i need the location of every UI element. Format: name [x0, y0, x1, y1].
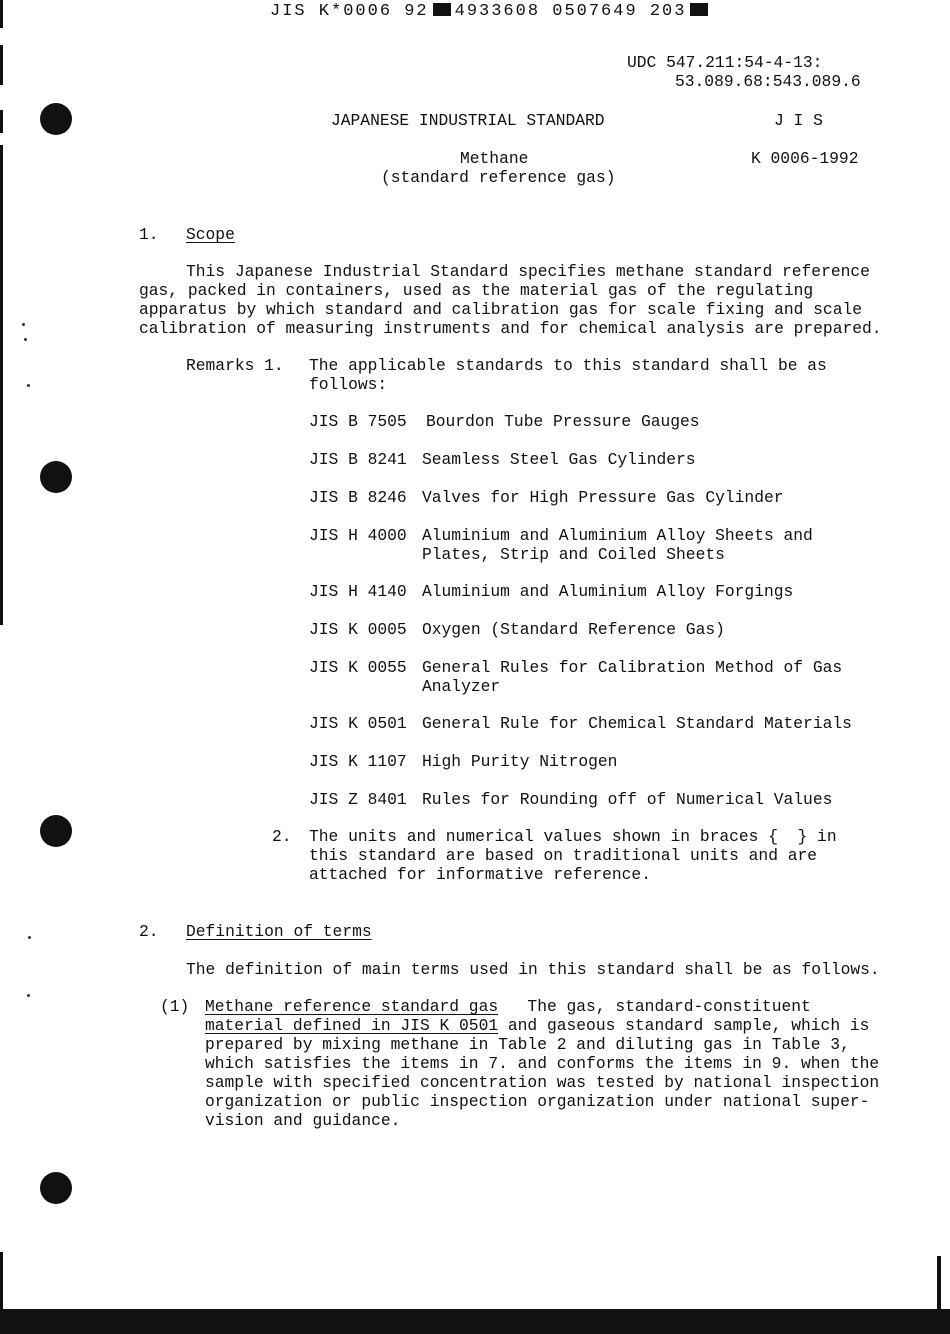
ref-code: JIS Z 8401 [309, 790, 407, 809]
ref-title: General Rules for Calibration Method of Gas [422, 658, 843, 677]
black-block-mark [433, 3, 451, 16]
binder-hole [40, 815, 72, 847]
remark-1-line: follows: [309, 375, 388, 394]
ref-code: JIS H 4140 [309, 582, 407, 601]
binder-hole [40, 461, 72, 493]
scan-bottom-edge [0, 1309, 950, 1334]
section-1-number: 1. [139, 225, 159, 244]
udc-line-1: UDC 547.211:54-4-13: [627, 53, 823, 72]
ref-code: JIS K 0055 [309, 658, 407, 677]
remark-1-line: The applicable standards to this standard shall be as [309, 356, 827, 375]
ref-title: Analyzer [422, 677, 501, 696]
ref-code: JIS B 7505 [309, 412, 407, 431]
scan-edge-left [0, 110, 3, 133]
definition-line: sample with specified concentration was tested by national inspection [205, 1073, 880, 1092]
ref-title: Seamless Steel Gas Cylinders [422, 450, 696, 469]
ref-code: JIS B 8241 [309, 450, 407, 469]
ref-code: JIS H 4000 [309, 526, 407, 545]
scan-edge-left [0, 145, 3, 625]
ref-code: JIS K 0501 [309, 714, 407, 733]
scope-para-line: This Japanese Industrial Standard specifies methane standard reference [186, 262, 870, 281]
ref-code: JIS K 0005 [309, 620, 407, 639]
doc-code-header [270, 2, 712, 21]
standard-org-title: JAPANESE INDUSTRIAL STANDARD [331, 111, 605, 130]
ref-title: High Purity Nitrogen [422, 752, 618, 771]
definition-ref: material defined in JIS K 0501 [205, 1016, 499, 1035]
remark-2-line: attached for informative reference. [309, 865, 651, 884]
scan-speck [27, 994, 30, 997]
scan-speck [22, 323, 25, 326]
ref-title: Aluminium and Aluminium Alloy Sheets and [422, 526, 813, 545]
scan-edge-left-top [0, 0, 3, 28]
udc-line-2: 53.089.68:543.089.6 [675, 72, 861, 91]
definition-line: which satisfies the items in 7. and conforms the items in 9. when the [205, 1054, 880, 1073]
scope-para-line: gas, packed in containers, used as the material gas of the regulating [139, 281, 814, 300]
section-1-heading: Scope [186, 225, 235, 244]
ref-title: General Rule for Chemical Standard Materials [422, 714, 852, 733]
binder-hole [40, 1172, 72, 1204]
jis-label: J I S [774, 111, 823, 130]
scan-edge-left-bottom [0, 1252, 3, 1312]
ref-title: Oxygen (Standard Reference Gas) [422, 620, 725, 639]
remark-2-line: this standard are based on traditional units and are [309, 846, 818, 865]
definition-item-number: (1) [160, 997, 190, 1016]
scan-edge-right-bottom [937, 1256, 941, 1312]
ref-title: Valves for High Pressure Gas Cylinder [422, 488, 784, 507]
black-block-mark [690, 3, 708, 16]
definition-line [205, 997, 811, 1016]
scan-edge-left [0, 45, 3, 85]
ref-title: Aluminium and Aluminium Alloy Forgings [422, 582, 794, 601]
standard-number: K 0006-1992 [751, 149, 859, 168]
remarks-label: Remarks 1. [186, 356, 284, 375]
scan-speck [24, 338, 27, 341]
ref-code: JIS B 8246 [309, 488, 407, 507]
definitions-intro: The definition of main terms used in this standard shall be as follows. [186, 960, 880, 979]
document-subtitle: (standard reference gas) [381, 168, 616, 187]
binder-hole [40, 103, 72, 135]
definition-line [205, 1016, 869, 1035]
ref-title: Bourdon Tube Pressure Gauges [426, 412, 700, 431]
definition-term: Methane reference standard gas [205, 997, 499, 1016]
ref-title: Rules for Rounding off of Numerical Values [422, 790, 833, 809]
scope-para-line: apparatus by which standard and calibration gas for scale fixing and scale [139, 300, 863, 319]
remark-2-line: The units and numerical values shown in braces { } in [309, 827, 837, 846]
definition-text: and gaseous standard sample, which is [498, 1016, 870, 1035]
section-2-heading: Definition of terms [186, 922, 372, 941]
definition-line: vision and guidance. [205, 1111, 401, 1130]
doc-code-left: JIS K*0006 92 [270, 2, 429, 21]
scan-speck [27, 384, 30, 387]
definition-line: prepared by mixing methane in Table 2 and diluting gas in Table 3, [205, 1035, 850, 1054]
document-title: Methane [460, 149, 529, 168]
remark-2-number: 2. [272, 827, 292, 846]
scope-para-line: calibration of measuring instruments and for chemical analysis are prepared. [139, 319, 882, 338]
definition-line: organization or public inspection organization under national super- [205, 1092, 870, 1111]
section-2-number: 2. [139, 922, 159, 941]
scan-speck [28, 936, 31, 939]
ref-title: Plates, Strip and Coiled Sheets [422, 545, 725, 564]
doc-code-mid: 4933608 0507649 203 [454, 2, 687, 21]
ref-code: JIS K 1107 [309, 752, 407, 771]
definition-text: The gas, standard-constituent [498, 997, 811, 1016]
